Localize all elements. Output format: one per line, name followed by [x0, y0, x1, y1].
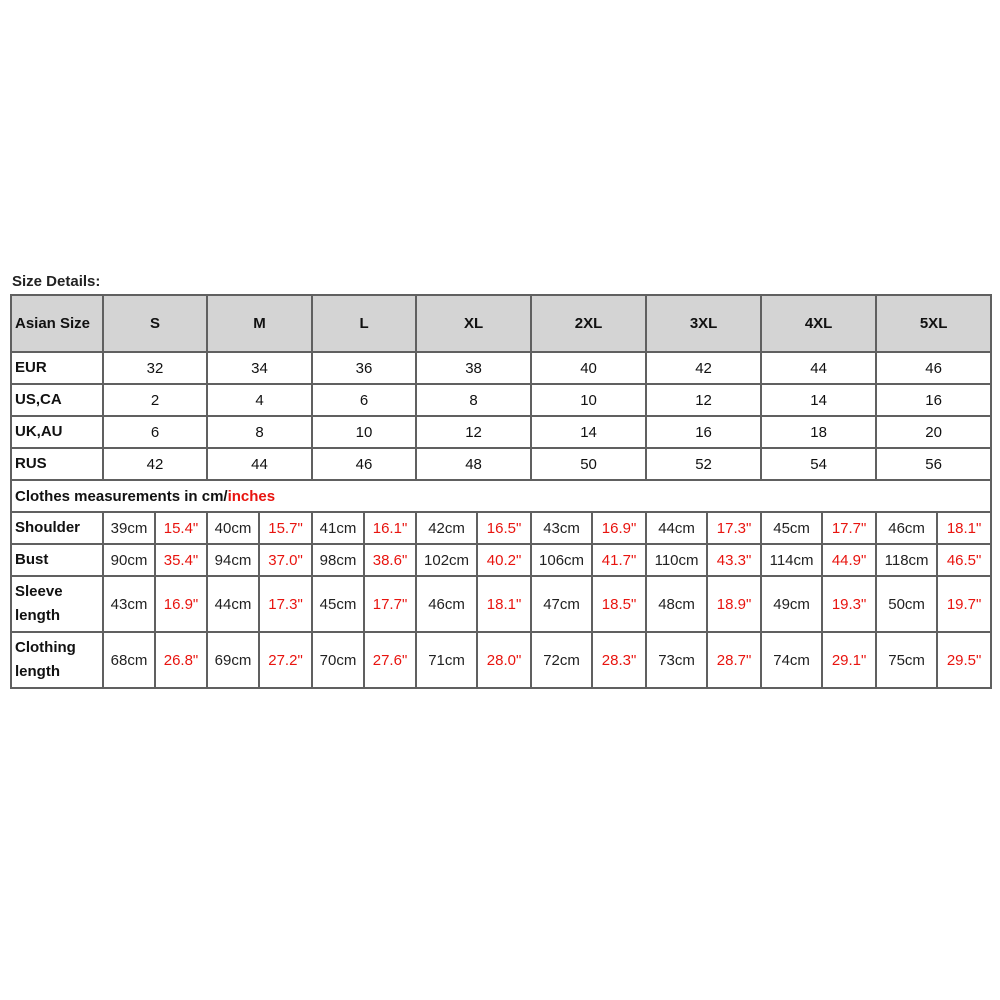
measurement-row: [11, 576, 991, 632]
inch-value-cell: 28.7": [707, 632, 761, 688]
size-header-cell: 2XL: [531, 295, 646, 352]
conversion-value-cell: 34: [207, 352, 312, 384]
inch-value-cell: 16.5": [477, 512, 531, 544]
inch-value-cell: 17.3": [707, 512, 761, 544]
conversion-value-cell: 44: [207, 448, 312, 480]
cm-value-cell: 43cm: [103, 576, 155, 632]
cm-value-cell: 46cm: [416, 576, 477, 632]
conversion-value-cell: 12: [646, 384, 761, 416]
conversion-value-cell: 6: [103, 416, 207, 448]
conversion-value-cell: 50: [531, 448, 646, 480]
cm-value-cell: 45cm: [761, 512, 822, 544]
size-header-row: [11, 295, 991, 352]
cm-value-cell: 43cm: [531, 512, 592, 544]
conversion-row: [11, 416, 991, 448]
conversion-value-cell: 2: [103, 384, 207, 416]
inch-value-cell: 16.9": [155, 576, 207, 632]
cm-value-cell: 118cm: [876, 544, 937, 576]
size-header-cell: 5XL: [876, 295, 991, 352]
cm-value-cell: 47cm: [531, 576, 592, 632]
conversion-value-cell: 52: [646, 448, 761, 480]
cm-value-cell: 39cm: [103, 512, 155, 544]
inch-value-cell: 29.5": [937, 632, 991, 688]
measurements-title-row: [11, 480, 991, 512]
cm-value-cell: 90cm: [103, 544, 155, 576]
inch-value-cell: 19.3": [822, 576, 876, 632]
row-label: Shoulder: [11, 512, 103, 544]
cm-value-cell: 106cm: [531, 544, 592, 576]
row-label: EUR: [11, 352, 103, 384]
inch-value-cell: 28.3": [592, 632, 646, 688]
inch-value-cell: 38.6": [364, 544, 416, 576]
cm-value-cell: 110cm: [646, 544, 707, 576]
cm-value-cell: 44cm: [207, 576, 259, 632]
measurement-row: [11, 512, 991, 544]
measurements-title-inches: inches: [227, 487, 276, 505]
conversion-value-cell: 10: [312, 416, 416, 448]
conversion-value-cell: 6: [312, 384, 416, 416]
conversion-row: [11, 352, 991, 384]
conversion-value-cell: 32: [103, 352, 207, 384]
row-label: UK,AU: [11, 416, 103, 448]
cm-value-cell: 69cm: [207, 632, 259, 688]
size-header-cell: XL: [416, 295, 531, 352]
cm-value-cell: 42cm: [416, 512, 477, 544]
measurements-title: [11, 480, 991, 512]
conversion-value-cell: 4: [207, 384, 312, 416]
cm-value-cell: 48cm: [646, 576, 707, 632]
conversion-value-cell: 42: [646, 352, 761, 384]
inch-value-cell: 46.5": [937, 544, 991, 576]
size-header-cell: S: [103, 295, 207, 352]
conversion-value-cell: 14: [761, 384, 876, 416]
conversion-value-cell: 18: [761, 416, 876, 448]
measurement-row: [11, 544, 991, 576]
inch-value-cell: 19.7": [937, 576, 991, 632]
conversion-value-cell: 8: [416, 384, 531, 416]
cm-value-cell: 50cm: [876, 576, 937, 632]
cm-value-cell: 40cm: [207, 512, 259, 544]
conversion-value-cell: 16: [876, 384, 991, 416]
cm-value-cell: 72cm: [531, 632, 592, 688]
size-header-cell: 4XL: [761, 295, 876, 352]
cm-value-cell: 44cm: [646, 512, 707, 544]
inch-value-cell: 37.0": [259, 544, 312, 576]
cm-value-cell: 75cm: [876, 632, 937, 688]
inch-value-cell: 17.7": [364, 576, 416, 632]
row-label: Sleeve length: [11, 576, 103, 632]
inch-value-cell: 18.1": [937, 512, 991, 544]
conversion-value-cell: 56: [876, 448, 991, 480]
conversion-value-cell: 42: [103, 448, 207, 480]
conversion-value-cell: 48: [416, 448, 531, 480]
conversion-row: [11, 384, 991, 416]
cm-value-cell: 114cm: [761, 544, 822, 576]
inch-value-cell: 15.4": [155, 512, 207, 544]
cm-value-cell: 94cm: [207, 544, 259, 576]
inch-value-cell: 17.7": [822, 512, 876, 544]
inch-value-cell: 27.2": [259, 632, 312, 688]
conversion-value-cell: 46: [876, 352, 991, 384]
size-details-heading: Size Details:: [12, 273, 101, 290]
size-header-cell: 3XL: [646, 295, 761, 352]
row-label: US,CA: [11, 384, 103, 416]
cm-value-cell: 102cm: [416, 544, 477, 576]
row-label: Bust: [11, 544, 103, 576]
inch-value-cell: 27.6": [364, 632, 416, 688]
conversion-value-cell: 8: [207, 416, 312, 448]
conversion-value-cell: 44: [761, 352, 876, 384]
cm-value-cell: 71cm: [416, 632, 477, 688]
size-header-cell: L: [312, 295, 416, 352]
conversion-value-cell: 36: [312, 352, 416, 384]
inch-value-cell: 40.2": [477, 544, 531, 576]
conversion-value-cell: 54: [761, 448, 876, 480]
inch-value-cell: 28.0": [477, 632, 531, 688]
row-label: Clothing length: [11, 632, 103, 688]
cm-value-cell: 98cm: [312, 544, 364, 576]
inch-value-cell: 18.1": [477, 576, 531, 632]
cm-value-cell: 70cm: [312, 632, 364, 688]
size-chart-table: [10, 294, 992, 689]
measurement-row: [11, 632, 991, 688]
conversion-value-cell: 16: [646, 416, 761, 448]
conversion-value-cell: 38: [416, 352, 531, 384]
asian-size-label: Asian Size: [11, 295, 103, 352]
cm-value-cell: 68cm: [103, 632, 155, 688]
inch-value-cell: 16.1": [364, 512, 416, 544]
inch-value-cell: 15.7": [259, 512, 312, 544]
cm-value-cell: 49cm: [761, 576, 822, 632]
cm-value-cell: 41cm: [312, 512, 364, 544]
inch-value-cell: 18.9": [707, 576, 761, 632]
inch-value-cell: 18.5": [592, 576, 646, 632]
inch-value-cell: 44.9": [822, 544, 876, 576]
cm-value-cell: 74cm: [761, 632, 822, 688]
conversion-value-cell: 14: [531, 416, 646, 448]
conversion-value-cell: 12: [416, 416, 531, 448]
cm-value-cell: 73cm: [646, 632, 707, 688]
cm-value-cell: 46cm: [876, 512, 937, 544]
inch-value-cell: 41.7": [592, 544, 646, 576]
row-label: RUS: [11, 448, 103, 480]
inch-value-cell: 35.4": [155, 544, 207, 576]
conversion-value-cell: 46: [312, 448, 416, 480]
inch-value-cell: 43.3": [707, 544, 761, 576]
inch-value-cell: 17.3": [259, 576, 312, 632]
inch-value-cell: 16.9": [592, 512, 646, 544]
conversion-value-cell: 40: [531, 352, 646, 384]
inch-value-cell: 26.8": [155, 632, 207, 688]
measurements-title-prefix: Clothes measurements in cm/: [15, 487, 228, 505]
conversion-value-cell: 10: [531, 384, 646, 416]
cm-value-cell: 45cm: [312, 576, 364, 632]
inch-value-cell: 29.1": [822, 632, 876, 688]
size-header-cell: M: [207, 295, 312, 352]
conversion-value-cell: 20: [876, 416, 991, 448]
conversion-row: [11, 448, 991, 480]
